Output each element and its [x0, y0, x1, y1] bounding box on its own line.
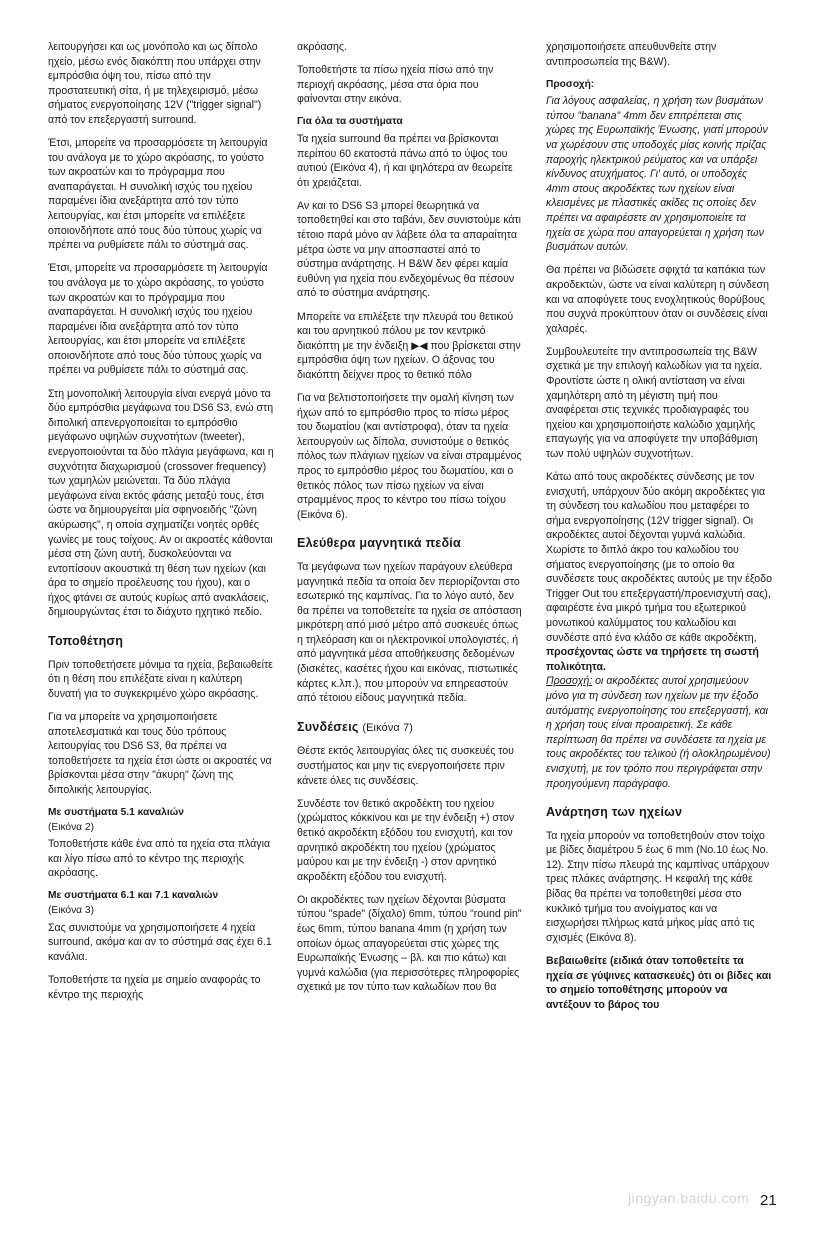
subheading-all-systems: Για όλα τα συστήματα: [297, 116, 403, 128]
heading-placement: Τοποθέτηση: [48, 634, 124, 649]
heading-connections: [297, 720, 523, 736]
paragraph: λειτουργήσει και ως μονόπολο και ως δίπολο ηχείο, μέσω ενός διακόπτη που υπάρχει στην εμπρόσθια όψη του, πίσω από την προστατευτική σίτα, ή με τηλεχειρισμό, μέσω σήματος ενεργοποίησης 12V ("trigger signal") από τον επεξεργαστή surround.: [48, 41, 262, 126]
paragraph: Για να βελτιστοποιήσετε την ομαλή κίνηση των ήχων από το εμπρόσθιο προς το πίσω μέρος του δωματίου (και αντίστροφα), όταν τα ηχεία λειτουργούν ως δίπολα, συνιστούμε ο θετικός πόλος των πλάγιων ηχείων να είναι στραμμένος προς το εμπρόσθιο μέρος του δωματίου, και ο θετικός πόλος των πίσω ηχείων να είναι στραμμένος προς το κέντρο του πίσω τοίχου (Εικόνα 6).: [297, 391, 522, 521]
paragraph-emphasis: προσέχοντας ώστε να τηρήσετε τη σωστή πολικότητα.: [546, 646, 759, 673]
paragraph: Πριν τοποθετήσετε μόνιμα τα ηχεία, βεβαιωθείτε ότι η θέση που επιλέξατε είναι η καλύτερη δυνατή για το συγκεκριμένο χώρο ακρόασης.: [48, 658, 273, 700]
paragraph: Συμβουλευτείτε την αντιπροσωπεία της B&W σχετικά με την επιλογή καλωδίων για τα ηχεία. Φροντίστε ώστε η ολική αντίσταση να είναι χαμηλότερη από τη μέγιστη τιμή που αναφέρεται στις τεχνικές προδιαγραφές του ηχείου και χρησιμοποιήστε καλώδιο χαμηλής επαγωγής για να αποφύγετε την υποβάθμιση των πολύ υψηλών συχνοτήτων.: [546, 345, 763, 460]
watermark: jingyan.baidu.com: [628, 1190, 750, 1206]
paragraph: Οι ακροδέκτες των ηχείων δέχονται βύσματα τύπου "spade" (δίχαλο) 6mm, τύπου "round pin" έως 6mm, τύπου banana 4mm (η χρήση των οποίων όμως απαγορεύεται στις χώρες της Ευρωπαϊκής Ένωσης – βλ. και πιο κάτω) και γυμνά καλώδια (για περισσότερες πληροφορίες σχετικά με τον τύπο των καλωδίων που θα: [297, 893, 522, 994]
paragraph: Τοποθετήστε τα ηχεία με σημείο αναφοράς το κέντρο της περιοχής: [48, 973, 261, 1001]
paragraph: Θα πρέπει να βιδώσετε σφιχτά τα καπάκια των ακροδεκτών, ώστε να είναι καλύτερη η σύνδεση και να αποφύγετε τους ενοχλητικούς θορύβους που συχνά προκύπτουν όταν οι συνδέσεις είναι χαλαρές.: [546, 264, 769, 335]
column-1: [48, 40, 274, 1011]
subheading-caution: Προσοχή:: [546, 78, 595, 90]
paragraph: Έτσι, μπορείτε να προσαρμόσετε τη λειτουργία του ανάλογα με το χώρο ακρόασης, το γούστο των ακροατών και το πρόγραμμα που αναπαράγεται. Η συνολική ισχύς του ηχείου παραμένει ίδια ανεξάρτητα από τον τύπο λειτουργίας, και έτσι μπορείτε να επιλέξετε οποιονδήποτε από τους δύο τύπους χωρίς να πρέπει να ρυθμίσετε πάλι το σύστημά σας.: [48, 262, 268, 377]
paragraph: ακρόασης.: [297, 41, 347, 53]
paragraph: Τοποθετήστε τα πίσω ηχεία πίσω από την περιοχή ακρόασης, μέσα στα όρια που φαίνονται στην εικόνα.: [297, 64, 494, 106]
paragraph: Θέστε εκτός λειτουργίας όλες τις συσκευές του συστήματος και μην τις ενεργοποιήσετε πριν κάνετε όλες τις συνδέσεις.: [297, 745, 514, 787]
figure-ref: (Εικόνα 3): [48, 905, 94, 917]
paragraph: χρησιμοποιήσετε απευθυνθείτε στην αντιπροσωπεία της B&W).: [546, 41, 717, 68]
paragraph: Τοποθετήστε κάθε ένα από τα ηχεία στα πλάγια και λίγο πίσω από το κέντρο της περιοχής ακρόασης.: [48, 838, 271, 880]
paragraph: Τα ηχεία surround θα πρέπει να βρίσκονται περίπου 60 εκατοστά πάνω από το ύψος του αυτιού (Εικόνα 4), ή και ψηλότερα αν θεωρείτε ότι χρειάζεται.: [297, 132, 513, 189]
paragraph-caution: Για λόγους ασφαλείας, η χρήση των βυσμάτων τύπου "banana" 4mm δεν επιτρέπεται στις χώρες της Ευρωπαϊκής Ένωσης, γιατί μπορούν να χωρέσουν στις υποδοχές μίας κοινής πρίζας παροχής ηλεκτρικού ρεύματος και να υπάρξει κίνδυνος ατυχήματος. Γι' αυτό, οι υποδοχές 4mm στους ακροδέκτες των ηχείων είναι κλεισμένες με πλαστικές ακίδες τις οποίες δεν πρέπει να αφαιρέσετε αν χρησιμοποιείτε τα ηχεία σε χώρα που απαγορεύεται η χρήση των βυσμάτων αυτών.: [546, 95, 768, 254]
heading-text: Συνδέσεις: [297, 719, 359, 734]
paragraph: Για να μπορείτε να χρησιμοποιήσετε αποτελεσματικά και τους δύο τρόπους λειτουργίας του DS6 S3, θα πρέπει να τοποθετήσετε τα ηχεία έτσι ώστε οι ακροατές να βρίσκονται μέσα στην "άκυρη" ζώνη της διπολικής λειτουργίας.: [48, 710, 272, 796]
subheading-6-1-7-1: [48, 889, 274, 918]
paragraph: Στη μονοπολική λειτουργία είναι ενεργά μόνο τα δύο εμπρόσθια μεγάφωνα του DS6 S3, ενώ στη διπολική απενεργοποιείται το εμπρόσθιο μεγάφωνο υψηλών συχνοτήτων (tweeter), ενεργοποιούνται τα δύο πλάγια μεγάφωνα, και η συχνότητα διαχωρισμού (crossover frequency) των χαμηλών μειώνεται. Τα δύο πλάγια μεγάφωνα είναι εκτός φάσης μεταξύ τους, έτσι ώστε να δημιουργείται μία σφηνοειδής "ζώνη ακύρωσης", η οποία σχηματίζει νοητές ορθές γωνίες με τους τοίχους. Αν οι ακροατές κάθονται μέσα στη ζώνη αυτή, δυσκολεύονται να εντοπίσουν ακουστικά τη θέση των ηχείων (και άρα το σημείο προέλευσης του ήχου), και ο ήχος φτάνει σε αυτούς κυρίως από ανακλάσεις, δημιουργώντας έτσι το διάχυτο ηχητικό πεδίο.: [48, 387, 274, 619]
note-text: οι ακροδέκτες αυτοί χρησιμεύουν μόνο για τη σύνδεση των ηχείων με την έξοδο αυτόματης ενεργοποίησης του επεξεργαστή, και η χρήση τους είναι προαιρετική. Σε κάθε περίπτωση θα πρέπει να συνδέσετε τα ηχεία με τους ακροδέκτες του τελικού (ή ολοκληρωμένου) ενισχυτή, με τον τρόπο που περιγράφεται στην προηγούμενη παράγραφο.: [546, 675, 771, 790]
column-2: [297, 40, 523, 1003]
note-label: Προσοχή:: [546, 675, 593, 688]
column-3: [546, 40, 772, 1021]
paragraph: Αν και το DS6 S3 μπορεί θεωρητικά να τοποθετηθεί και στο ταβάνι, δεν συνιστούμε κάτι τέτοιο παρά μόνο αν λάβετε όλα τα απαραίτητα μέτρα ώστε να μην αποσπαστεί από το σύστημα ανάρτησης. Η B&W δεν φέρει καμία ευθύνη για ηχεία που ενδεχομένως θα πέσουν από το σύστημα ανάρτησης.: [297, 199, 522, 300]
paragraph: [546, 470, 772, 674]
paragraph: Τα μεγάφωνα των ηχείων παράγουν ελεύθερα μαγνητικά πεδία τα οποία δεν περιορίζονται στο εσωτερικό της καμπίνας. Για το λόγο αυτό, δεν θα πρέπει να τοποθετείτε τα ηχεία σε απόσταση μικρότερη από μισό μέτρο από συσκευές όπως η τηλεόραση και οι ηλεκτρονικοί υπολογιστές, ή από μαγνητικά μέσα αποθήκευσης δεδομένων (δισκέτες, κασέτες ήχου και εικόνας, πιστωτικές κάρτες κ.λπ.), που μπορούν να επηρεαστούν από τέτοιου είδους μαγνητικά πεδία.: [297, 560, 522, 705]
paragraph: Έτσι, μπορείτε να προσαρμόσετε τη λειτουργία του ανάλογα με το χώρο ακρόασης, το γούστο των ακροατών και το πρόγραμμα που αναπαράγεται. Η συνολική ισχύς του ηχείου παραμένει ίδια ανεξάρτητα από τον τύπο λειτουργίας, και έτσι μπορείτε να επιλέξετε οποιονδήποτε από τους δύο τύπους χωρίς να πρέπει να ρυθμίσετε πάλι το σύστημά σας.: [48, 137, 268, 252]
paragraph: Τα ηχεία μπορούν να τοποθετηθούν στον τοίχο με βίδες διαμέτρου 5 έως 6 mm (No.10 έως No. 12). Στην πίσω πλευρά της καμπίνας υπάρχουν τρεις πλάκες ανάρτησης. Η κεφαλή της κάθε βίδας θα πρέπει να τοποθετηθεί μέσα στο κυκλικό τμήμα του ανοίγματος και να εισχωρήσει πλήρως κατά μήκος μίας από τις σχισμές (Εικόνα 8).: [546, 829, 770, 944]
subheading-text: Με συστήματα 5.1 καναλιών: [48, 807, 184, 818]
page-number: 21: [760, 1192, 777, 1209]
paragraph-note: [546, 674, 772, 791]
heading-magnetic-fields: Ελεύθερα μαγνητικά πεδία: [297, 536, 461, 551]
figure-ref: (Εικόνα 7): [362, 721, 414, 734]
heading-mounting: Ανάρτηση των ηχείων: [546, 805, 683, 820]
paragraph: Σας συνιστούμε να χρησιμοποιήσετε 4 ηχεία surround, ακόμα και αν το σύστημά σας έχει 6.1 κανάλια.: [48, 921, 272, 963]
paragraph-warning: Βεβαιωθείτε (ειδικά όταν τοποθετείτε τα ηχεία σε γύψινες κατασκευές) ότι οι βίδες και το σημείο τοποθέτησης μπορούν να αντέξουν το βάρος του: [546, 954, 772, 1011]
paragraph-text: Κάτω από τους ακροδέκτες σύνδεσης με τον ενισχυτή, υπάρχουν δύο ακόμη ακροδέκτες για τη σύνδεση του καλωδίου που μεταφέρει το σήμα ενεργοποίησης (12V trigger signal). Οι ακροδέκτες αυτοί δέχονται γυμνά καλώδια. Χωρίστε το διπλό άκρο του καλωδίου του σήματος ενεργοποίησης (με το οποίο θα συνδέσετε τους ακροδέκτες αυτούς με την έξοδο Trigger Out του επεξεργαστή/προενισχυτή σας), αφαιρέστε ένα μικρό τμήμα του εξωτερικού μονωτικού καλύμματος του καλωδίου και συνδέστε από ένα κλάδο σε κάθε ακροδέκτη,: [546, 471, 772, 644]
paragraph: Συνδέστε τον θετικό ακροδέκτη του ηχείου (χρώματος κόκκινου και με την ένδειξη +) στον θετικό ακροδέκτη εξόδου του ενισχυτή, και τον αρνητικό ακροδέκτη του ηχείου (χρώματος μαύρου και με την ένδειξη -) στον αρνητικό ακροδέκτη εξόδου του ενισχυτή.: [297, 797, 515, 883]
subheading-5-1: [48, 806, 274, 835]
figure-ref: (Εικόνα 2): [48, 821, 94, 833]
subheading-text: Με συστήματα 6.1 και 7.1 καναλιών: [48, 890, 219, 902]
paragraph: Μπορείτε να επιλέξετε την πλευρά του θετικού και του αρνητικού πόλου με τον κεντρικό διακόπτη με την ένδειξη ▶◀ που βρίσκεται στην εμπρόσθια όψη των ηχείων. Ο άξονας του διακόπτη δείχνει προς το θετικό πόλο: [297, 310, 521, 381]
